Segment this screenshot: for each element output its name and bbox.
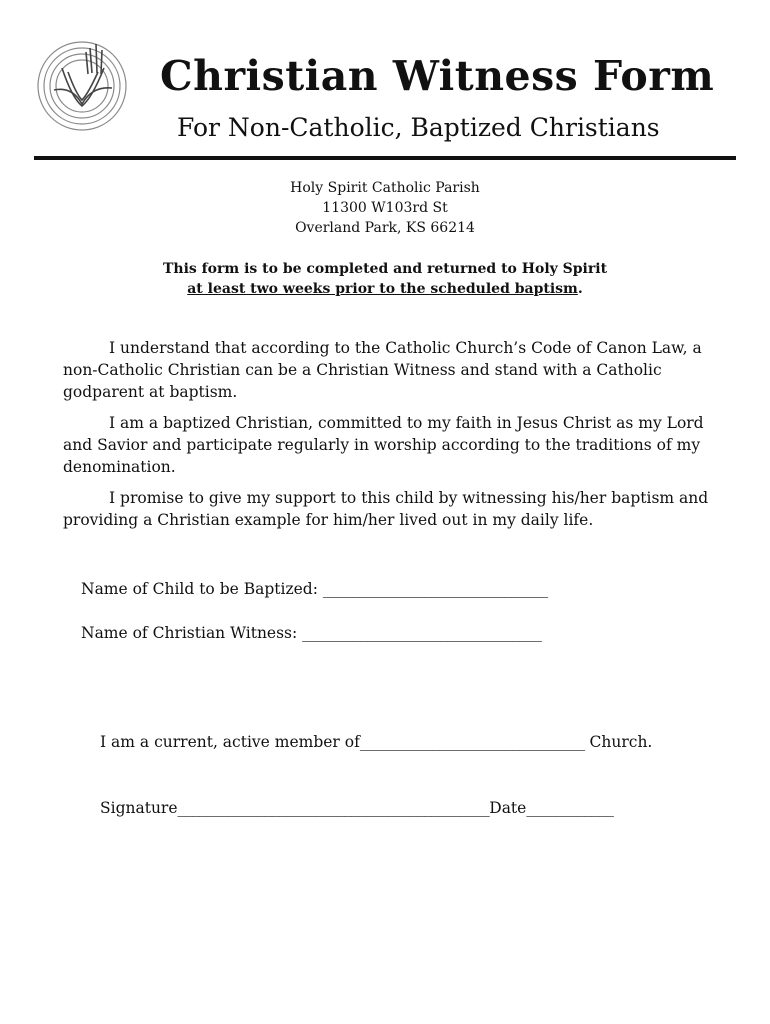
parish-street: 11300 W103rd St xyxy=(322,200,448,216)
church-name-blank[interactable]: _______________________________ xyxy=(359,733,585,751)
date-blank[interactable]: ____________ xyxy=(526,799,614,817)
signature-label: Signature xyxy=(100,799,178,817)
signature-blank[interactable]: ___________________________________________ xyxy=(177,799,490,817)
parish-name: Holy Spirit Catholic Parish xyxy=(290,180,480,196)
notice-line-2 xyxy=(0,279,770,299)
page-title: Christian Witness Form xyxy=(160,52,715,100)
child-name-blank[interactable]: _______________________________ xyxy=(322,580,548,598)
date-label: Date xyxy=(489,799,527,817)
statement-paragraph-promise xyxy=(63,487,709,531)
statement-paragraph-canon-law xyxy=(63,337,703,403)
text-line: providing a Christian example for him/her lived out in my daily life. xyxy=(63,511,594,529)
page-subtitle: For Non-Catholic, Baptized Christians xyxy=(177,113,660,142)
membership-suffix: Church. xyxy=(589,733,653,751)
statement-paragraph-faith xyxy=(63,412,703,478)
text-line: I understand that according to the Catholic Church’s Code of Canon Law, a xyxy=(109,339,702,357)
statement-body xyxy=(63,337,709,540)
parish-city: Overland Park, KS 66214 xyxy=(295,220,475,236)
text-line: godparent at baptism. xyxy=(63,383,238,401)
child-name-field xyxy=(81,580,548,598)
header-divider xyxy=(34,156,736,160)
witness-name-label: Name of Christian Witness: xyxy=(81,624,298,642)
text-line: I promise to give my support to this child by witnessing his/her baptism and xyxy=(109,489,709,507)
notice-line-1: This form is to be completed and returned to Holy Spirit xyxy=(162,261,608,277)
witness-name-field xyxy=(81,624,541,642)
notice-deadline: at least two weeks prior to the scheduled baptism xyxy=(187,281,578,297)
text-line: non-Catholic Christian can be a Christian Witness and stand with a Catholic xyxy=(63,361,662,379)
signature-date-field xyxy=(100,799,613,817)
witness-name-blank[interactable]: _________________________________ xyxy=(302,624,542,642)
submission-notice xyxy=(0,259,770,299)
text-line: and Savior and participate regularly in worship according to the traditions of my xyxy=(63,436,701,454)
text-line: I am a baptized Christian, committed to my faith in Jesus Christ as my Lord xyxy=(109,414,704,432)
church-membership-field xyxy=(100,733,652,751)
text-line: denomination. xyxy=(63,458,176,476)
notice-period: . xyxy=(577,281,583,297)
membership-label: I am a current, active member of xyxy=(100,733,360,751)
dove-spirit-logo-icon xyxy=(32,28,132,140)
parish-address xyxy=(0,178,770,238)
child-name-label: Name of Child to be Baptized: xyxy=(81,580,318,598)
